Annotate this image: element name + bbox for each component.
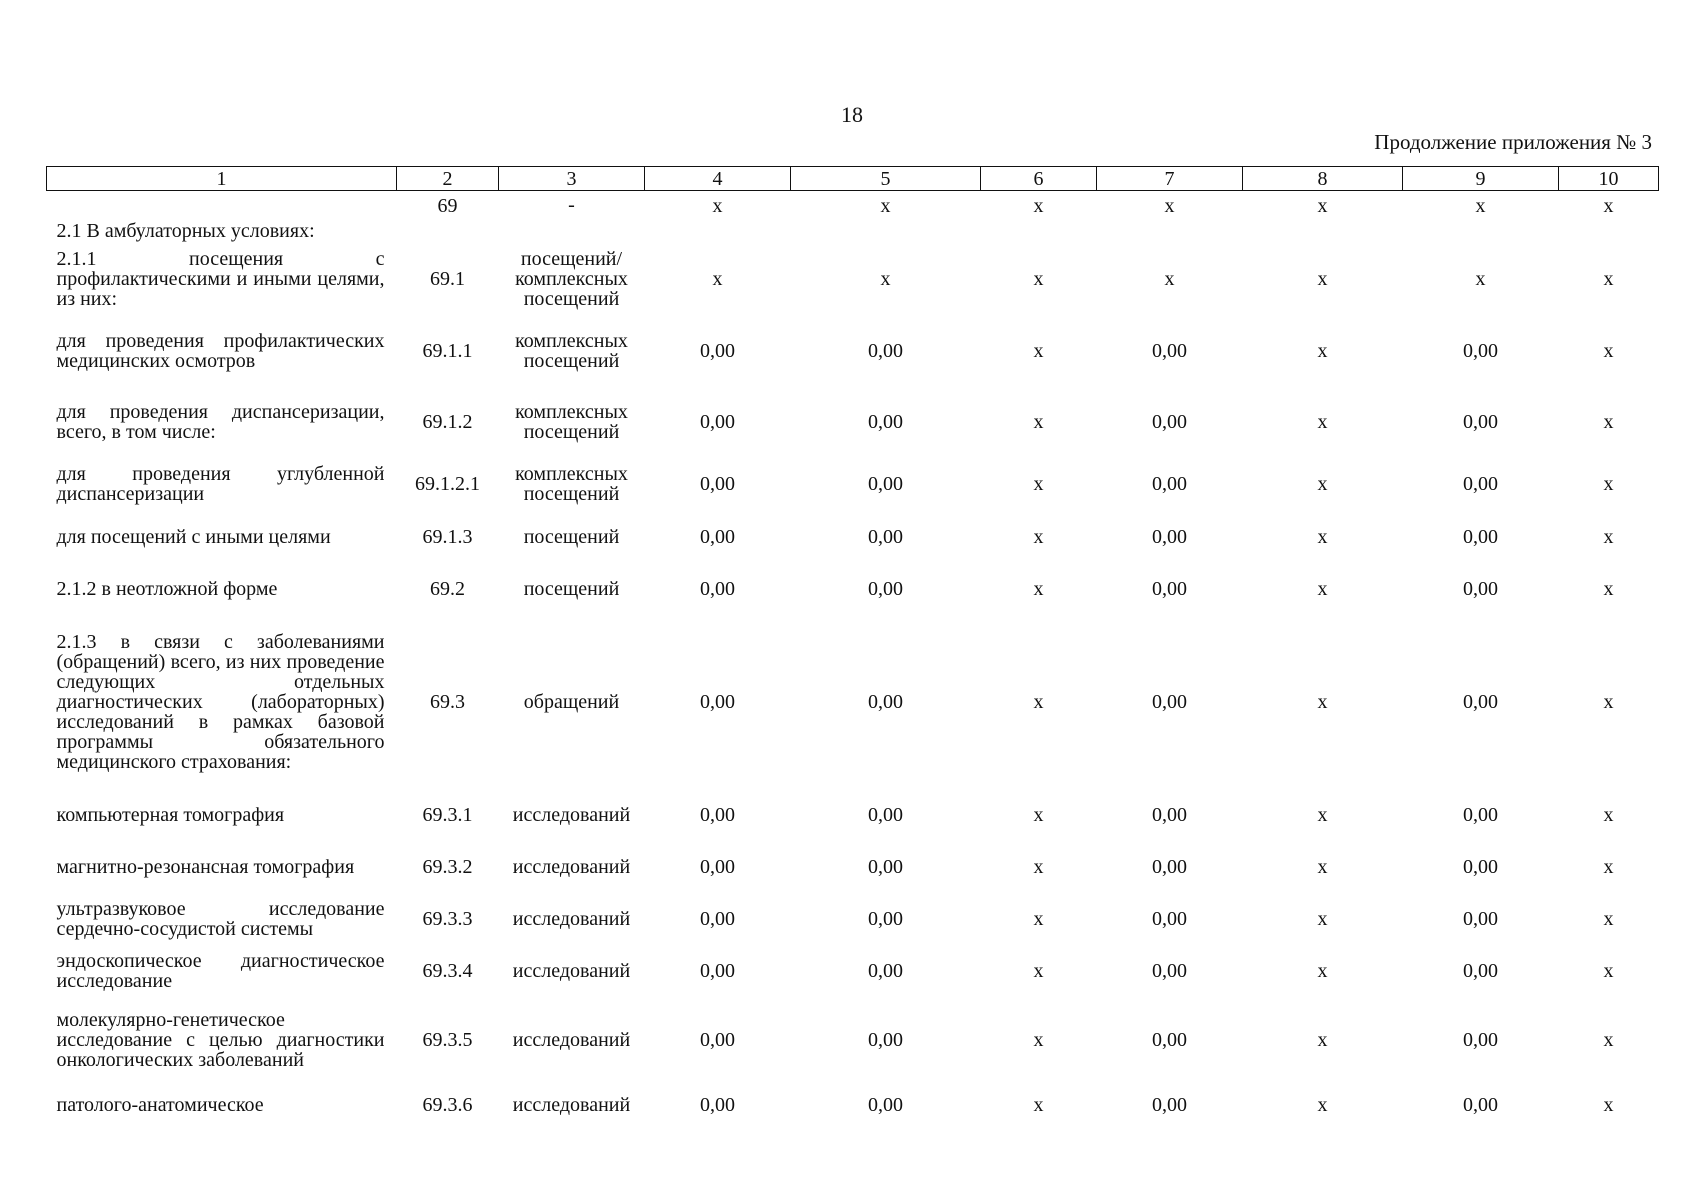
cell-col4: 0,00: [700, 472, 735, 495]
cell-col6: х: [1033, 803, 1044, 826]
cell-col4: 0,00: [700, 803, 735, 826]
cell-col10: х: [1603, 472, 1614, 495]
row-unit: комплексных посещений: [515, 463, 628, 505]
cell-col6: х: [1033, 959, 1044, 982]
cell-col10: х: [1603, 803, 1614, 826]
cell-col6: х: [1033, 577, 1044, 600]
table-body: [47, 191, 1659, 1128]
cell-col8: х: [1317, 959, 1328, 982]
cell-col5: 0,00: [868, 410, 903, 433]
row-name: магнитно-резонансная томография: [56, 856, 355, 878]
cell-col7: 0,00: [1152, 907, 1187, 930]
page-number: 18: [841, 102, 863, 127]
cell-col10: х: [1603, 959, 1614, 982]
row-code: 69.1.1: [422, 339, 473, 362]
cell-col9: 0,00: [1463, 803, 1498, 826]
cell-col8: х: [1317, 690, 1328, 713]
table-row: [47, 945, 1659, 997]
cell-col5: 0,00: [868, 690, 903, 713]
cell-col5: 0,00: [868, 855, 903, 878]
cell-col5: 0,00: [868, 577, 903, 600]
row-code: 69.3.3: [422, 907, 473, 930]
row-name: 2.1.2 в неотложной форме: [56, 578, 278, 600]
cell-col7: х: [1164, 195, 1175, 217]
column-number-row: [47, 167, 1659, 191]
table-row: [47, 615, 1659, 789]
cell-col7: 0,00: [1152, 410, 1187, 433]
table-row: [47, 511, 1659, 563]
row-unit: комплексных посещений: [515, 330, 628, 372]
cell-col4: 0,00: [700, 690, 735, 713]
row-unit: комплексных посещений: [515, 401, 628, 443]
cell-col6: х: [1033, 525, 1044, 548]
cell-col7: х: [1164, 267, 1175, 290]
row-name: эндоскопическое диагностическое исследование: [56, 950, 385, 992]
cell-col9: 0,00: [1463, 1028, 1498, 1051]
row-unit: обращений: [523, 691, 620, 713]
cell-col4: 0,00: [700, 959, 735, 982]
row-name: для посещений с иными целями: [56, 526, 331, 548]
cell-col7: 0,00: [1152, 1093, 1187, 1116]
cell-col6: х: [1033, 907, 1044, 930]
cell-col7: 0,00: [1152, 577, 1187, 600]
cell-col5: 0,00: [868, 1028, 903, 1051]
cell-col5: х: [880, 267, 891, 290]
row-code: 69.1: [430, 267, 465, 290]
row-unit: посещений/ комплексных посещений: [515, 248, 628, 310]
row-name: для проведения диспансеризации, всего, в том числе:: [56, 401, 385, 443]
row-code: 69.3.6: [422, 1093, 473, 1116]
cell-col8: х: [1317, 410, 1328, 433]
cell-col5: 0,00: [868, 803, 903, 826]
row-unit: -: [568, 194, 575, 216]
table-row: [47, 893, 1659, 945]
cell-col8: х: [1317, 1028, 1328, 1051]
cell-col4: 0,00: [700, 339, 735, 362]
cell-col4: 0,00: [700, 1093, 735, 1116]
column-header-5: 5: [791, 167, 981, 191]
row-code: 69: [437, 195, 458, 217]
row-name: 2.1.1 посещения с профилактическими и иными целями, из них:: [56, 248, 385, 310]
cell-col10: х: [1603, 855, 1614, 878]
row-code: 69.3: [430, 690, 465, 713]
cell-col10: х: [1603, 339, 1614, 362]
row-code: 69.3.5: [422, 1028, 473, 1051]
cell-col10: х: [1603, 1093, 1614, 1116]
cell-col9: 0,00: [1463, 855, 1498, 878]
cell-col10: х: [1603, 267, 1614, 290]
cell-col9: 0,00: [1463, 339, 1498, 362]
row-name: молекулярно-генетическое исследование с целью диагностики онкологических заболеваний: [56, 1009, 385, 1071]
row-name: 2.1 В амбулаторных условиях:: [56, 220, 315, 242]
cell-col8: х: [1317, 472, 1328, 495]
cell-col9: 0,00: [1463, 690, 1498, 713]
table-row: [47, 563, 1659, 615]
cell-col10: х: [1603, 195, 1614, 217]
cell-col5: 0,00: [868, 472, 903, 495]
cell-col10: х: [1603, 1028, 1614, 1051]
cell-col9: 0,00: [1463, 1093, 1498, 1116]
cell-col5: 0,00: [868, 959, 903, 982]
table-row: [47, 841, 1659, 893]
column-header-8: 8: [1243, 167, 1403, 191]
table-row: [47, 243, 1659, 315]
appendix-table: [46, 166, 1659, 1127]
column-header-1: 1: [47, 167, 397, 191]
cell-col7: 0,00: [1152, 525, 1187, 548]
cell-col10: х: [1603, 577, 1614, 600]
cell-col10: х: [1603, 410, 1614, 433]
cell-col10: х: [1603, 690, 1614, 713]
row-code: 69.1.2.1: [415, 472, 480, 495]
cell-col9: 0,00: [1463, 472, 1498, 495]
cell-col6: х: [1033, 1093, 1044, 1116]
row-name: компьютерная томография: [56, 804, 285, 826]
appendix-table-container: [46, 166, 1658, 1127]
column-header-9: 9: [1403, 167, 1559, 191]
cell-col5: х: [880, 195, 891, 217]
table-row: [47, 789, 1659, 841]
row-code: 69.3.4: [422, 959, 473, 982]
cell-col7: 0,00: [1152, 959, 1187, 982]
row-code: 69.1.3: [422, 525, 473, 548]
column-header-7: 7: [1097, 167, 1243, 191]
cell-col4: х: [712, 267, 723, 290]
cell-col4: 0,00: [700, 907, 735, 930]
cell-col9: 0,00: [1463, 577, 1498, 600]
cell-col9: 0,00: [1463, 525, 1498, 548]
column-header-10: 10: [1559, 167, 1659, 191]
column-header-2: 2: [397, 167, 499, 191]
row-code: 69.2: [430, 577, 465, 600]
cell-col7: 0,00: [1152, 472, 1187, 495]
cell-col5: 0,00: [868, 525, 903, 548]
table-row: [47, 457, 1659, 511]
cell-col7: 0,00: [1152, 1028, 1187, 1051]
cell-col7: 0,00: [1152, 855, 1187, 878]
column-header-6: 6: [981, 167, 1097, 191]
cell-col6: х: [1033, 690, 1044, 713]
cell-col6: х: [1033, 195, 1044, 217]
row-unit: исследований: [512, 804, 631, 826]
row-unit: исследований: [512, 1094, 631, 1116]
column-header-4: 4: [645, 167, 791, 191]
cell-col6: х: [1033, 1028, 1044, 1051]
row-unit: исследований: [512, 1029, 631, 1051]
cell-col10: х: [1603, 907, 1614, 930]
cell-col4: 0,00: [700, 577, 735, 600]
table-row: [47, 997, 1659, 1083]
cell-col4: х: [712, 195, 723, 217]
row-name: для проведения углубленной диспансеризации: [56, 463, 385, 505]
cell-col8: х: [1317, 1093, 1328, 1116]
table-row: [47, 191, 1659, 244]
table-row: [47, 387, 1659, 457]
cell-col4: 0,00: [700, 1028, 735, 1051]
row-name: для проведения профилактических медицинских осмотров: [56, 330, 385, 372]
cell-col8: х: [1317, 267, 1328, 290]
cell-col8: х: [1317, 195, 1328, 217]
cell-col8: х: [1317, 577, 1328, 600]
cell-col5: 0,00: [868, 339, 903, 362]
cell-col8: х: [1317, 907, 1328, 930]
continuation-note: Продолжение приложения № 3: [1374, 130, 1652, 154]
cell-col10: х: [1603, 525, 1614, 548]
cell-col4: 0,00: [700, 855, 735, 878]
row-code: 69.3.1: [422, 803, 473, 826]
cell-col9: 0,00: [1463, 907, 1498, 930]
row-unit: исследований: [512, 908, 631, 930]
cell-col7: 0,00: [1152, 803, 1187, 826]
cell-col6: х: [1033, 410, 1044, 433]
cell-col6: х: [1033, 472, 1044, 495]
cell-col8: х: [1317, 339, 1328, 362]
cell-col9: х: [1475, 195, 1486, 217]
cell-col5: 0,00: [868, 907, 903, 930]
cell-col8: х: [1317, 855, 1328, 878]
table-row: [47, 1083, 1659, 1127]
table-header: [47, 167, 1659, 191]
cell-col7: 0,00: [1152, 339, 1187, 362]
cell-col9: 0,00: [1463, 959, 1498, 982]
cell-col6: х: [1033, 339, 1044, 362]
column-header-3: 3: [499, 167, 645, 191]
row-unit: исследований: [512, 856, 631, 878]
cell-col8: х: [1317, 525, 1328, 548]
cell-col6: х: [1033, 267, 1044, 290]
row-name: ультразвуковое исследование сердечно-сосудистой системы: [56, 898, 385, 940]
row-name: патолого-анатомическое: [56, 1094, 264, 1116]
cell-col5: 0,00: [868, 1093, 903, 1116]
row-unit: исследований: [512, 960, 631, 982]
cell-col9: х: [1475, 267, 1486, 290]
cell-col8: х: [1317, 803, 1328, 826]
cell-col4: 0,00: [700, 525, 735, 548]
cell-col4: 0,00: [700, 410, 735, 433]
table-row: [47, 315, 1659, 387]
cell-col7: 0,00: [1152, 690, 1187, 713]
row-name: 2.1.3 в связи с заболеваниями (обращений) всего, из них проведение следующих отдельных диагностических (лабораторных) исследований в рамках базовой программы обязательного медицинского страхования:: [56, 631, 385, 773]
row-unit: посещений: [523, 526, 620, 548]
row-unit: посещений: [523, 578, 620, 600]
cell-col9: 0,00: [1463, 410, 1498, 433]
row-code: 69.3.2: [422, 855, 473, 878]
row-code: 69.1.2: [422, 410, 473, 433]
cell-col6: х: [1033, 855, 1044, 878]
